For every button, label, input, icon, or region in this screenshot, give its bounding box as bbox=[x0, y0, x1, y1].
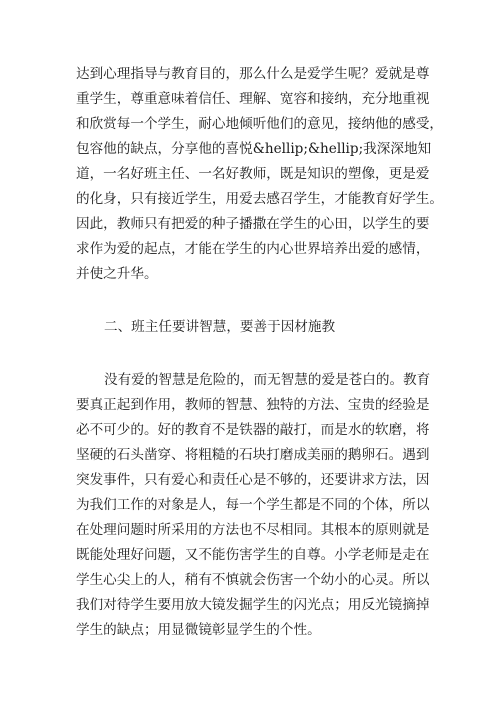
text-line: 道，一名好班主任、一名好教师，既是知识的塑像，更是爱 bbox=[76, 166, 430, 182]
text-line: 因此，教师只有把爱的种子播撒在学生的心田，以学生的要 bbox=[76, 216, 430, 232]
text-line: 在处理问题时所采用的方法也不尽相同。其根本的原则就是 bbox=[76, 522, 430, 538]
text-line: 包容他的缺点，分享他的喜悦&hellip;&hellip;我深深地知 bbox=[76, 141, 432, 157]
text-line: 没有爱的智慧是危险的，而无智慧的爱是苍白的。教育 bbox=[104, 372, 431, 388]
text-line: 既能处理好问题，又不能伤害学生的自尊。小学老师是走在 bbox=[76, 547, 430, 563]
text-line: 学生的缺点；用显微镜彰显学生的个性。 bbox=[76, 622, 321, 638]
section-heading: 二、班主任要讲智慧，要善于因材施教 bbox=[104, 319, 336, 335]
text-line: 和欣赏每一个学生，耐心地倾听他们的意见，接纳他的感受， bbox=[76, 116, 444, 132]
text-line: 为我们工作的对象是人，每一个学生都是不同的个体，所以 bbox=[76, 497, 430, 513]
text-line: 重学生，尊重意味着信任、理解、宽容和接纳，充分地重视 bbox=[76, 91, 430, 107]
text-line: 求作为爱的起点，才能在学生的内心世界培养出爱的感情， bbox=[76, 241, 430, 257]
text-line: 坚硬的石头凿穿、将粗糙的石块打磨成美丽的鹅卵石。遇到 bbox=[76, 447, 430, 463]
text-line: 必不可少的。好的教育不是铁器的敲打，而是水的软磨，将 bbox=[76, 422, 430, 438]
text-line: 我们对待学生要用放大镜发掘学生的闪光点；用反光镜摘掉 bbox=[76, 597, 430, 613]
text-line: 并使之升华。 bbox=[76, 266, 158, 282]
text-line: 达到心理指导与教育目的，那么什么是爱学生呢？爱就是尊 bbox=[76, 66, 430, 82]
text-line: 突发事件，只有爱心和责任心是不够的，还要讲求方法，因 bbox=[76, 472, 430, 488]
text-line: 要真正起到作用，教师的智慧、独特的方法、宝贵的经验是 bbox=[76, 397, 430, 413]
text-line: 的化身，只有接近学生，用爱去感召学生，才能教育好学生。 bbox=[76, 191, 444, 207]
text-line: 学生心尖上的人，稍有不慎就会伤害一个幼小的心灵。所以 bbox=[76, 572, 430, 588]
